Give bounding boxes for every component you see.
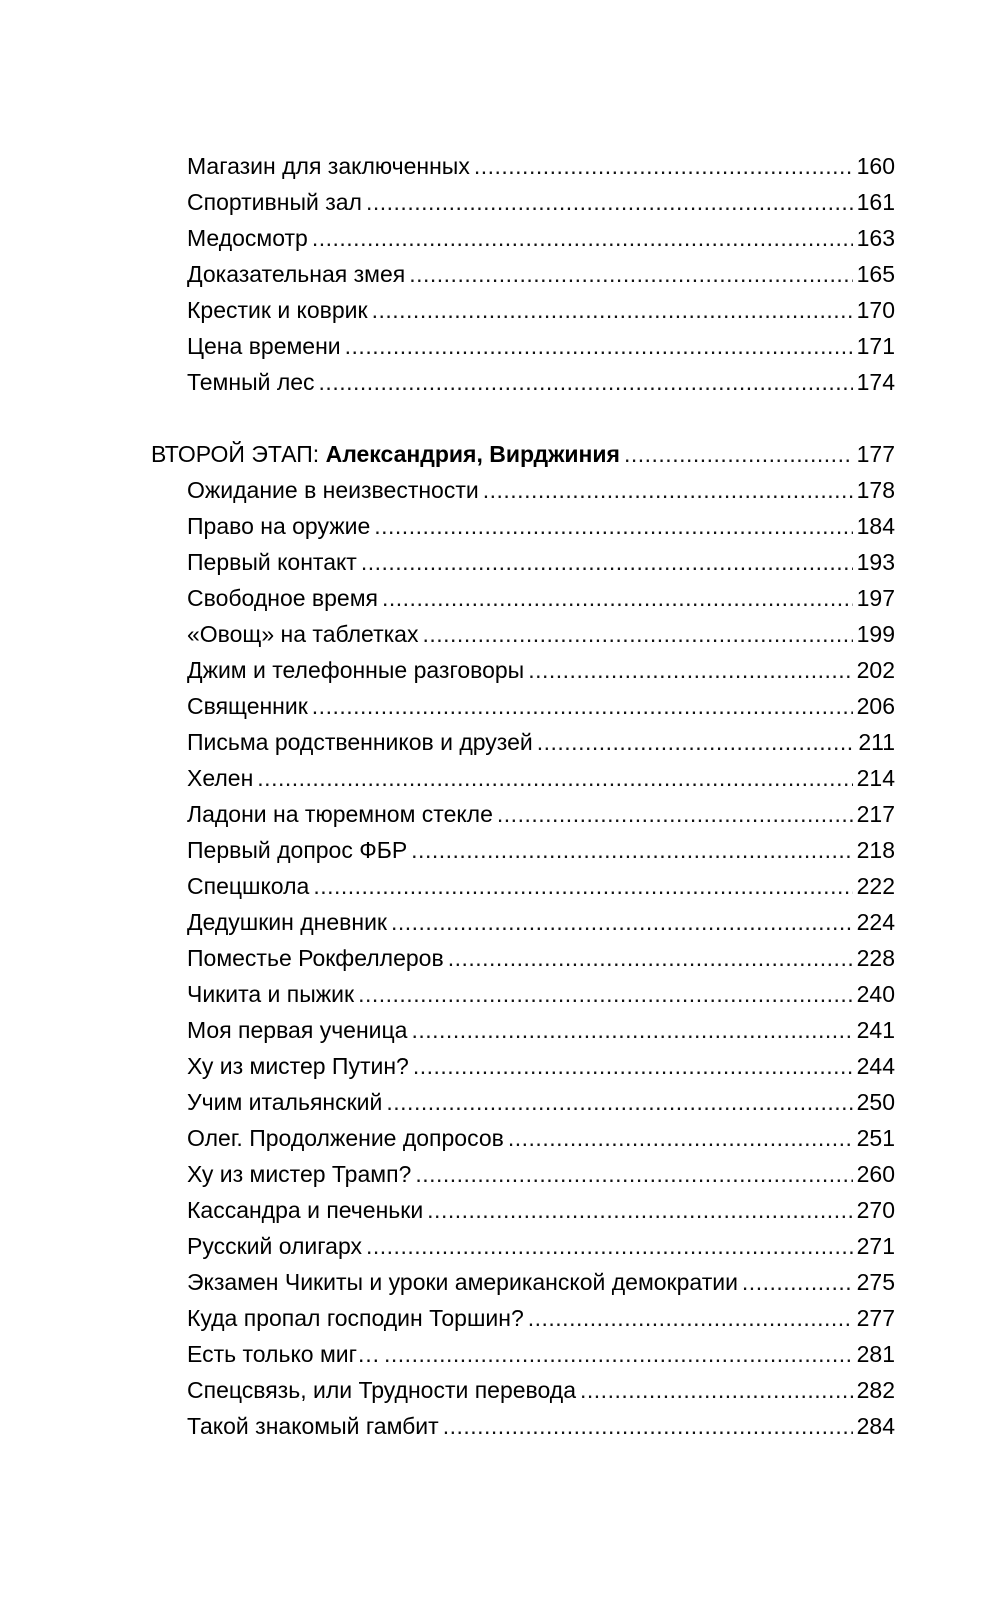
toc-entry-title: Учим итальянский <box>187 1089 383 1115</box>
dot-leader <box>422 619 852 649</box>
toc-entry-title: Моя первая ученица <box>187 1017 408 1043</box>
toc-entry <box>187 1123 895 1153</box>
toc-entry <box>187 583 895 613</box>
toc-entry <box>187 1159 895 1189</box>
toc-entry-page: 165 <box>856 261 895 287</box>
toc-entry-page: 197 <box>856 585 895 611</box>
toc-entry-title: Хелен <box>187 765 254 791</box>
toc-entry-page: 277 <box>856 1305 895 1331</box>
toc-entry <box>187 259 895 289</box>
toc-entry <box>187 943 895 973</box>
dot-leader <box>528 1303 853 1333</box>
toc-entry <box>187 835 895 865</box>
toc-entry-page: 281 <box>856 1341 895 1367</box>
toc-entry-page: 270 <box>856 1197 895 1223</box>
toc-entry-title: Кассандра и печеньки <box>187 1197 424 1223</box>
toc-entry-title: Священник <box>187 693 308 719</box>
dot-leader <box>443 1411 853 1441</box>
dot-leader <box>257 763 852 793</box>
toc-entry <box>187 907 895 937</box>
toc-entry-title: Темный лес <box>187 369 315 395</box>
toc-entry-page: 260 <box>856 1161 895 1187</box>
toc-entry-page: 174 <box>856 369 895 395</box>
toc-entry-title: Право на оружие <box>187 513 371 539</box>
dot-leader <box>415 1159 852 1189</box>
dot-leader <box>391 907 853 937</box>
toc-entry-title: Экзамен Чикиты и уроки американской демократии <box>187 1269 738 1295</box>
toc-entry-page: 217 <box>856 801 895 827</box>
section-name: Александрия, Вирджиния <box>325 441 620 467</box>
toc-entry-page: 193 <box>856 549 895 575</box>
toc-entry-page: 170 <box>856 297 895 323</box>
toc-entry-title: Спецсвязь, или Трудности перевода <box>187 1377 577 1403</box>
toc-entry-title: Первый контакт <box>187 549 357 575</box>
toc-entry <box>187 619 895 649</box>
dot-leader <box>384 1339 853 1369</box>
toc-entry-page: 224 <box>856 909 895 935</box>
toc-entry-page: 240 <box>856 981 895 1007</box>
toc-entry <box>187 1015 895 1045</box>
toc-entry-title: Ху из мистер Путин? <box>187 1053 409 1079</box>
dot-leader <box>374 511 852 541</box>
toc-entry <box>187 1051 895 1081</box>
dot-leader <box>624 439 853 469</box>
toc-entry-page: 161 <box>856 189 895 215</box>
toc-entry-title: Цена времени <box>187 333 341 359</box>
toc-entry-page: 244 <box>856 1053 895 1079</box>
dot-leader <box>313 871 852 901</box>
toc-entry-title: Дедушкин дневник <box>187 909 387 935</box>
toc-entry <box>187 1195 895 1225</box>
dot-leader <box>427 1195 852 1225</box>
toc-entry-page: 275 <box>856 1269 895 1295</box>
toc-entry-title: Поместье Рокфеллеров <box>187 945 444 971</box>
dot-leader <box>508 1123 853 1153</box>
dot-leader <box>528 655 852 685</box>
toc-entry-page: 218 <box>856 837 895 863</box>
toc-entry-page: 163 <box>856 225 895 251</box>
toc-section-title <box>151 439 620 469</box>
toc-entry-title: Олег. Продолжение допросов <box>187 1125 504 1151</box>
dot-leader <box>448 943 853 973</box>
toc-entry-page: 211 <box>858 729 895 755</box>
dot-leader <box>366 187 853 217</box>
toc-entry <box>187 187 895 217</box>
toc-entry-title: Спортивный зал <box>187 189 362 215</box>
toc-entry <box>187 691 895 721</box>
dot-leader <box>411 1015 852 1045</box>
toc-entry-title: Куда пропал господин Торшин? <box>187 1305 524 1331</box>
toc-entry-title: Письма родственников и друзей <box>187 729 533 755</box>
toc-entry <box>187 1411 895 1441</box>
toc-entry-page: 222 <box>856 873 895 899</box>
toc-entry <box>187 511 895 541</box>
toc-entry-page: 199 <box>856 621 895 647</box>
toc-section-heading <box>151 439 895 469</box>
dot-leader <box>312 223 853 253</box>
dot-leader <box>409 259 852 289</box>
toc-entry-title: «Овощ» на таблетках <box>187 621 419 647</box>
toc-entry <box>187 655 895 685</box>
toc-entry-page: 241 <box>856 1017 895 1043</box>
section-prefix: ВТОРОЙ ЭТАП: <box>151 441 326 467</box>
dot-leader <box>537 727 855 757</box>
dot-leader <box>413 1051 853 1081</box>
toc-entry-page: 184 <box>856 513 895 539</box>
toc-entry-page: 284 <box>856 1413 895 1439</box>
toc-entry-title: Крестик и коврик <box>187 297 368 323</box>
toc-entry-page: 214 <box>856 765 895 791</box>
toc-entry <box>187 1303 895 1333</box>
toc-entry-page: 282 <box>856 1377 895 1403</box>
toc-entry-title: Джим и телефонные разговоры <box>187 657 525 683</box>
toc-entry-title: Такой знакомый гамбит <box>187 1413 439 1439</box>
dot-leader <box>366 1231 853 1261</box>
toc-entry <box>187 799 895 829</box>
toc-entry <box>187 367 895 397</box>
toc-entry <box>187 475 895 505</box>
dot-leader <box>312 691 853 721</box>
dot-leader <box>372 295 853 325</box>
dot-leader <box>358 979 853 1009</box>
toc-entry-title: Ху из мистер Трамп? <box>187 1161 412 1187</box>
toc-entry-title: Свободное время <box>187 585 378 611</box>
toc-entry <box>187 151 895 181</box>
toc-section-page: 177 <box>856 441 895 467</box>
toc-entry-title: Магазин для заключенных <box>187 153 470 179</box>
toc-entry-page: 160 <box>856 153 895 179</box>
toc-entry-title: Ожидание в неизвестности <box>187 477 479 503</box>
toc-entry <box>187 763 895 793</box>
dot-leader <box>319 367 853 397</box>
toc-entry-title: Медосмотр <box>187 225 308 251</box>
toc-entry <box>187 871 895 901</box>
toc-entry <box>187 727 895 757</box>
toc-entry-title: Спецшкола <box>187 873 310 899</box>
toc-entry-title: Первый допрос ФБР <box>187 837 408 863</box>
toc-entry <box>187 331 895 361</box>
toc-entry <box>187 1231 895 1261</box>
toc-entry-page: 251 <box>856 1125 895 1151</box>
toc-entry-page: 206 <box>856 693 895 719</box>
toc-entry-page: 171 <box>856 333 895 359</box>
toc-entry <box>187 1267 895 1297</box>
toc-entry <box>187 223 895 253</box>
toc-entry-page: 250 <box>856 1089 895 1115</box>
dot-leader <box>386 1087 852 1117</box>
toc-entry <box>187 1375 895 1405</box>
toc-entry <box>187 295 895 325</box>
dot-leader <box>361 547 853 577</box>
toc-entry-page: 178 <box>856 477 895 503</box>
toc-entry <box>187 1087 895 1117</box>
dot-leader <box>411 835 852 865</box>
toc-entry-title: Ладони на тюремном стекле <box>187 801 493 827</box>
dot-leader <box>345 331 853 361</box>
toc-entry-title: Доказательная змея <box>187 261 406 287</box>
dot-leader <box>580 1375 853 1405</box>
dot-leader <box>742 1267 853 1297</box>
toc-entry-page: 228 <box>856 945 895 971</box>
dot-leader <box>483 475 853 505</box>
toc-entry <box>187 979 895 1009</box>
dot-leader <box>497 799 853 829</box>
toc-entry-title: Чикита и пыжик <box>187 981 355 1007</box>
toc-entry-title: Русский олигарх <box>187 1233 362 1259</box>
toc-entry <box>187 1339 895 1369</box>
dot-leader <box>382 583 853 613</box>
toc-entry-title: Есть только миг… <box>187 1341 381 1367</box>
toc-entry <box>187 547 895 577</box>
toc-entry-page: 271 <box>856 1233 895 1259</box>
toc-entry-page: 202 <box>856 657 895 683</box>
dot-leader <box>474 151 853 181</box>
